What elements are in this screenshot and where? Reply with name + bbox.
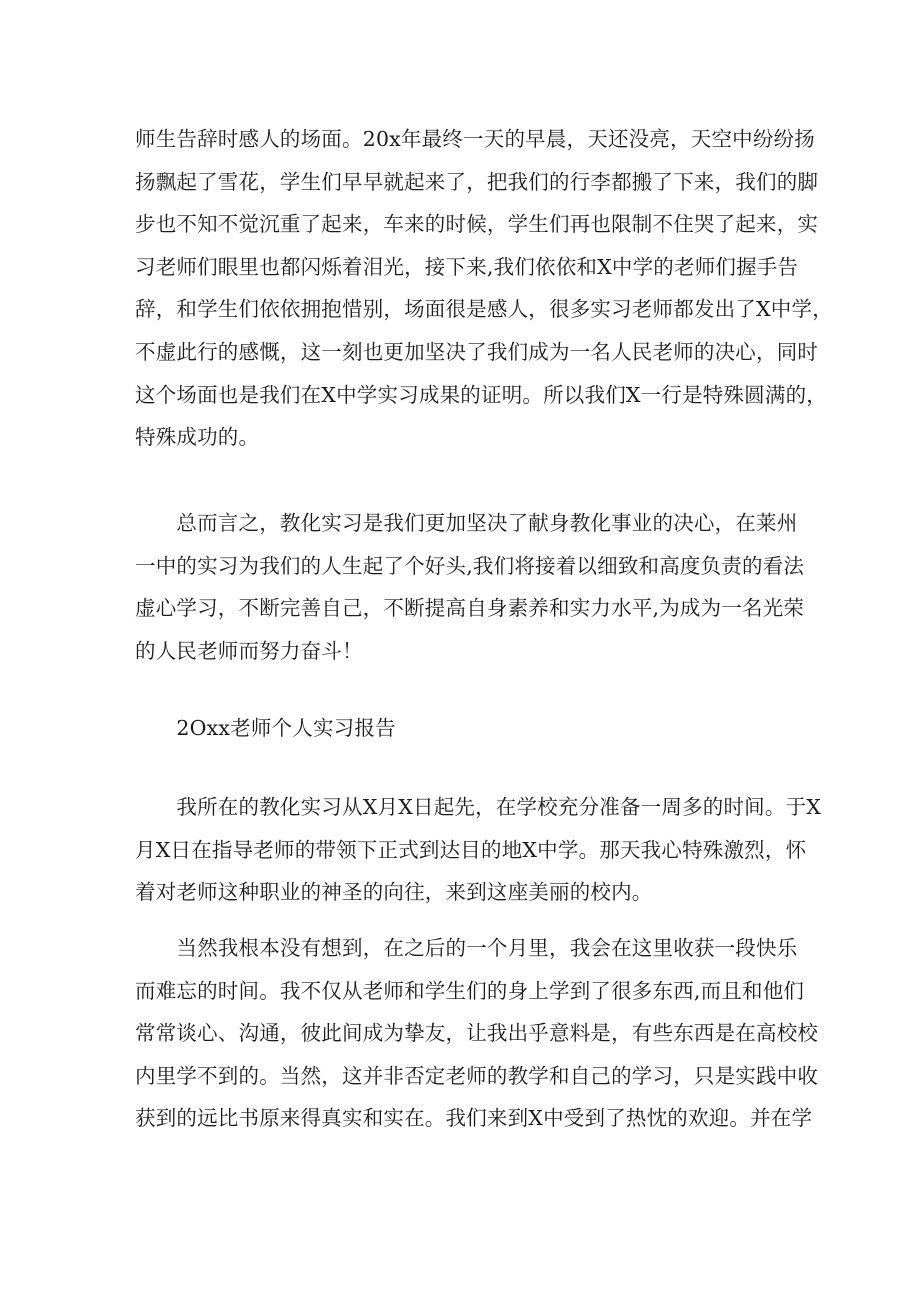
text-line: 常常谈心、沟通，彼此间成为挚友，让我出乎意料是，有些东西是在高校校 bbox=[135, 1021, 819, 1046]
report-title: 2Oxx老师个人实习报告 bbox=[135, 716, 396, 740]
text-line: 当然我根本没有想到，在之后的一个月里，我会在这里收获一段快乐 bbox=[135, 936, 798, 960]
text-line: 扬飘起了雪花，学生们早早就起来了，把我们的行李都搬了下来，我们的脚 bbox=[135, 169, 819, 194]
paragraph-arrival bbox=[135, 786, 822, 914]
paragraph-conclusion bbox=[135, 502, 805, 672]
text-line: 着对老师这种职业的神圣的向往，来到这座美丽的校内。 bbox=[135, 880, 653, 905]
text-line: 步也不知不觉沉重了起来，车来的时候，学生们再也限制不住哭了起来，实 bbox=[135, 212, 819, 237]
text-line: 总而言之，教化实习是我们更加坚决了献身教化事业的决心，在莱州 bbox=[135, 511, 798, 535]
paragraph-experience bbox=[135, 927, 819, 1140]
text-line: 一中的实习为我们的人生起了个好头,我们将接着以细致和高度负责的看法 bbox=[135, 553, 805, 578]
paragraph-farewell bbox=[135, 118, 833, 459]
text-line: 我所在的教化实习从X月X日起先，在学校充分准备一周多的时间。于X bbox=[135, 795, 822, 819]
text-line: 虚心学习，不断完善自己，不断提高自身素养和实力水平,为成为一名光荣 bbox=[135, 596, 805, 621]
text-line: 月X日在指导老师的带领下正式到达目的地X中学。那天我心特殊激烈，怀 bbox=[135, 837, 807, 862]
text-line: 特殊成功的。 bbox=[135, 425, 260, 450]
text-line: 这个场面也是我们在X中学实习成果的证明。所以我们X一行是特殊圆满的， bbox=[135, 382, 827, 407]
text-line: 师生告辞时感人的场面。20x年最终一天的早晨，天还没亮，天空中纷纷扬 bbox=[135, 127, 815, 151]
text-line: 而难忘的时间。我不仅从老师和学生们的身上学到了很多东西,而且和他们 bbox=[135, 978, 805, 1003]
text-line: 内里学不到的。当然，这并非否定老师的教学和自己的学习，只是实践中收 bbox=[135, 1063, 819, 1088]
text-line: 习老师们眼里也都闪烁着泪光，接下来,我们依依和X中学的老师们握手告 bbox=[135, 254, 799, 279]
section-heading bbox=[135, 707, 795, 750]
text-line: 辞，和学生们依依拥抱惜别，场面很是感人，很多实习老师都发出了X中学， bbox=[135, 297, 833, 322]
text-line: 获到的远比书原来得真实和实在。我们来到X中受到了热忱的欢迎。并在学 bbox=[135, 1106, 813, 1131]
text-line: 不虚此行的感慨，这一刻也更加坚决了我们成为一名人民老师的决心，同时 bbox=[135, 339, 819, 364]
text-line: 的人民老师而努力奋斗！ bbox=[135, 638, 363, 663]
